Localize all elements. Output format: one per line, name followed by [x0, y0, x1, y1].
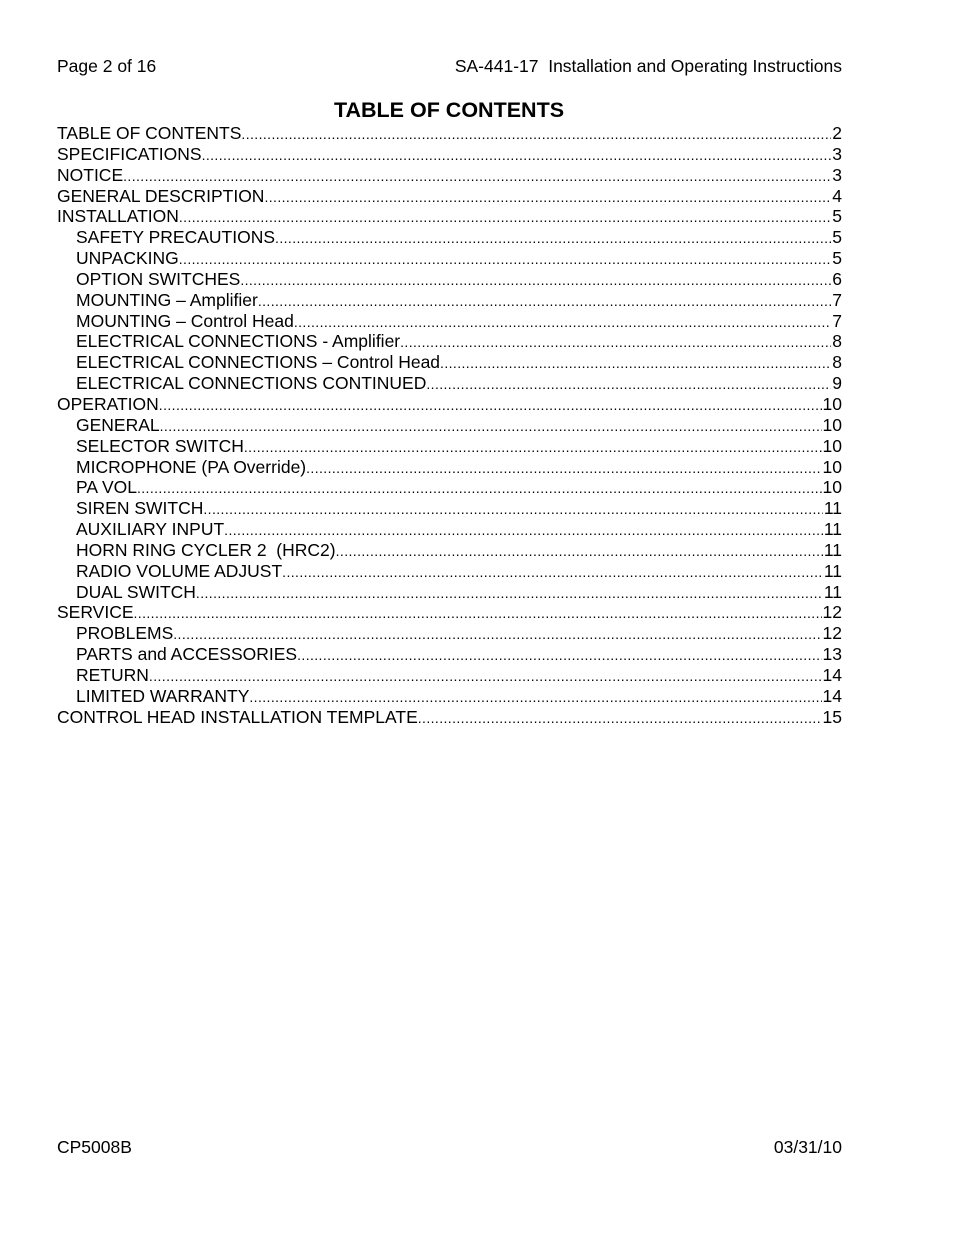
toc-entry[interactable] — [57, 623, 842, 644]
toc-dot-leader — [196, 583, 823, 603]
toc-entry[interactable] — [57, 519, 842, 540]
toc-entry-page: 13 — [822, 644, 842, 665]
toc-entry-page: 11 — [823, 539, 842, 560]
toc-dot-leader — [440, 353, 831, 373]
toc-entry[interactable] — [57, 415, 842, 436]
toc-entry[interactable] — [57, 165, 842, 186]
toc-dot-leader — [400, 332, 831, 352]
toc-entry-page: 3 — [832, 164, 842, 185]
toc-entry[interactable] — [57, 394, 842, 415]
toc-entry-page: 10 — [822, 414, 842, 435]
toc-entry-label: DUAL SWITCH — [76, 581, 196, 602]
toc-entry-page: 5 — [832, 227, 842, 248]
toc-entry-label: LIMITED WARRANTY — [76, 685, 250, 706]
footer-date: 03/31/10 — [773, 1137, 842, 1157]
toc-entry-label: AUXILIARY INPUT — [76, 519, 225, 540]
toc-entry[interactable] — [57, 311, 842, 332]
toc-entry[interactable] — [57, 373, 842, 394]
toc-entry-page: 2 — [832, 123, 842, 143]
toc-entry-label: SERVICE — [57, 602, 134, 623]
toc-entry-label: PA VOL — [76, 477, 137, 498]
toc-entry[interactable] — [57, 248, 842, 269]
toc-entry[interactable] — [57, 477, 842, 498]
toc-entry-label: PROBLEMS — [76, 623, 174, 644]
toc-entry-label: ELECTRICAL CONNECTIONS – Control Head — [76, 352, 441, 373]
toc-dot-leader — [137, 478, 822, 498]
header-document-title: SA-441-17 Installation and Operating Instructions — [454, 56, 842, 76]
toc-entry-page: 8 — [832, 331, 842, 352]
toc-entry-page: 6 — [832, 268, 842, 289]
toc-entry-page: 3 — [832, 143, 842, 164]
toc-dot-leader — [306, 458, 821, 478]
toc-entry-label: CONTROL HEAD INSTALLATION TEMPLATE — [57, 706, 418, 727]
toc-entry[interactable] — [57, 144, 842, 165]
toc-entry-page: 14 — [822, 664, 842, 685]
toc-entry-page: 5 — [832, 248, 842, 269]
toc-dot-leader — [258, 291, 831, 311]
toc-dot-leader — [159, 395, 822, 415]
toc-entry[interactable] — [57, 540, 842, 561]
toc-dot-leader — [244, 437, 822, 457]
toc-entry[interactable] — [57, 686, 842, 707]
toc-entry-page: 8 — [832, 352, 842, 373]
toc-entry[interactable] — [57, 352, 842, 373]
header-page-number: Page 2 of 16 — [57, 56, 157, 76]
footer-document-code: CP5008B — [57, 1137, 132, 1157]
toc-entry-label: ELECTRICAL CONNECTIONS - Amplifier — [76, 331, 401, 352]
toc-entry[interactable] — [57, 269, 842, 290]
toc-entry-page: 12 — [822, 623, 842, 644]
toc-dot-leader — [240, 270, 831, 290]
toc-entry-page: 11 — [823, 498, 842, 519]
toc-dot-leader — [249, 687, 821, 707]
toc-entry-page: 15 — [822, 706, 842, 727]
toc-dot-leader — [297, 645, 821, 665]
toc-entry-label: SIREN SWITCH — [76, 498, 204, 519]
toc-entry-page: 10 — [822, 435, 842, 456]
toc-dot-leader — [203, 499, 822, 519]
toc-entry[interactable] — [57, 206, 842, 227]
toc-entry[interactable] — [57, 436, 842, 457]
toc-entry[interactable] — [57, 707, 842, 728]
toc-entry[interactable] — [57, 186, 842, 207]
toc-entry-page: 4 — [832, 185, 842, 206]
toc-entry[interactable] — [57, 602, 842, 623]
toc-entry-page: 11 — [823, 560, 842, 581]
toc-entry-page: 12 — [822, 602, 842, 623]
toc-dot-leader — [160, 416, 822, 436]
toc-entry-page: 10 — [822, 393, 842, 414]
toc-entry-page: 11 — [823, 581, 842, 602]
toc-entry-label: RETURN — [76, 664, 149, 685]
toc-entry-page: 5 — [832, 206, 842, 227]
toc-entry-label: ELECTRICAL CONNECTIONS CONTINUED — [76, 373, 427, 394]
toc-entry-label: UNPACKING — [76, 248, 179, 269]
toc-entry[interactable] — [57, 561, 842, 582]
toc-list — [57, 123, 842, 727]
toc-entry-label: TABLE OF CONTENTS — [57, 123, 242, 143]
toc-entry-label: GENERAL DESCRIPTION — [57, 185, 265, 206]
toc-dot-leader — [202, 145, 832, 165]
toc-entry[interactable] — [57, 644, 842, 665]
toc-dot-leader — [179, 207, 831, 227]
toc-entry-page: 9 — [832, 373, 842, 394]
toc-dot-leader — [224, 520, 823, 540]
toc-entry[interactable] — [57, 582, 842, 603]
toc-dot-leader — [134, 603, 822, 623]
toc-entry[interactable] — [57, 665, 842, 686]
toc-entry-label: RADIO VOLUME ADJUST — [76, 560, 283, 581]
toc-entry[interactable] — [57, 457, 842, 478]
toc-dot-leader — [173, 624, 821, 644]
toc-dot-leader — [149, 666, 822, 686]
toc-entry-label: OPTION SWITCHES — [76, 268, 241, 289]
toc-entry-label: INSTALLATION — [57, 206, 179, 227]
toc-entry-label: NOTICE — [57, 164, 124, 185]
toc-dot-leader — [336, 541, 823, 561]
toc-entry-label: SAFETY PRECAUTIONS — [76, 227, 276, 248]
toc-entry[interactable] — [57, 227, 842, 248]
toc-entry-label: GENERAL — [76, 414, 160, 435]
toc-entry[interactable] — [57, 331, 842, 352]
toc-entry[interactable] — [57, 498, 842, 519]
toc-entry-page: 7 — [832, 289, 842, 310]
toc-entry-label: MOUNTING – Control Head — [76, 310, 294, 331]
toc-dot-leader — [275, 228, 831, 248]
toc-entry[interactable] — [57, 290, 842, 311]
toc-dot-leader — [294, 312, 831, 332]
toc-entry-page: 10 — [822, 477, 842, 498]
toc-dot-leader — [418, 708, 822, 728]
toc-entry-label: SPECIFICATIONS — [57, 143, 202, 164]
toc-entry-page: 10 — [822, 456, 842, 477]
toc-entry-label: SELECTOR SWITCH — [76, 435, 244, 456]
toc-dot-leader — [241, 124, 831, 144]
toc-entry-label: HORN RING CYCLER 2 (HRC2) — [76, 539, 336, 560]
toc-entry-label: MICROPHONE (PA Override) — [76, 456, 307, 477]
toc-dot-leader — [179, 249, 832, 269]
toc-dot-leader — [282, 562, 823, 582]
toc-dot-leader — [264, 187, 831, 207]
toc-entry-page: 11 — [823, 519, 842, 540]
toc-entry[interactable] — [57, 123, 842, 144]
toc-entry-label: MOUNTING – Amplifier — [76, 289, 258, 310]
toc-title: TABLE OF CONTENTS — [333, 98, 565, 122]
toc-entry-label: PARTS and ACCESSORIES — [76, 644, 298, 665]
toc-entry-label: OPERATION — [57, 393, 159, 414]
toc-entry-page: 14 — [822, 685, 842, 706]
toc-entry-page: 7 — [832, 310, 842, 331]
toc-dot-leader — [426, 374, 831, 394]
toc-dot-leader — [123, 166, 831, 186]
